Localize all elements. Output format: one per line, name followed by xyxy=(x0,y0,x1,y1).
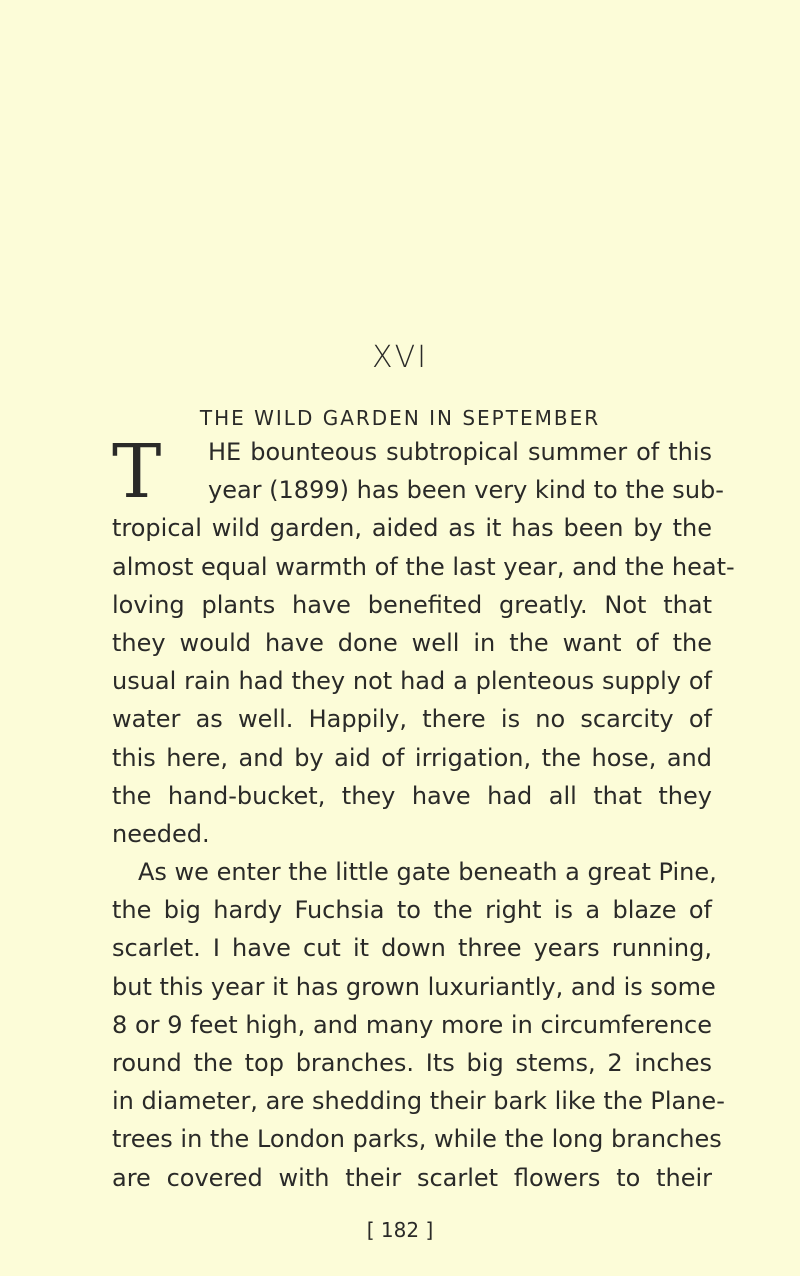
text-line: loving plants have benefited greatly. Not that xyxy=(112,590,712,619)
text-line: 8 or 9 feet high, and many more in circumference xyxy=(112,1010,712,1039)
text-line: in diameter, are shedding their bark like the Plane- xyxy=(112,1087,725,1116)
text-line: As we enter the little gate beneath a great Pine, xyxy=(138,858,717,887)
page-number: [ 182 ] xyxy=(366,1218,434,1242)
text-line: are covered with their scarlet flowers to their xyxy=(112,1163,712,1192)
text-line: year (1899) has been very kind to the sub- xyxy=(208,476,724,505)
text-line: round the top branches. Its big stems, 2 inches xyxy=(112,1049,712,1077)
text-line: this here, and by aid of irrigation, the hose, and xyxy=(112,743,712,772)
chapter-title: THE WILD GARDEN IN SEPTEMBER xyxy=(199,406,601,430)
text-line: almost equal warmth of the last year, and the heat- xyxy=(112,552,735,581)
text-line: scarlet. I have cut it down three years running, xyxy=(112,934,712,963)
text-line: usual rain had they not had a plenteous supply of xyxy=(112,667,712,696)
text-line: but this year it has grown luxuriantly, and is some xyxy=(112,972,716,1001)
text-line: the big hardy Fuchsia to the right is a blaze of xyxy=(112,896,712,925)
text-line: the hand-bucket, they have had all that they xyxy=(112,781,712,810)
text-line: tropical wild garden, aided as it has been by the xyxy=(112,514,712,543)
paragraph-1 xyxy=(112,429,735,853)
text-line: water as well. Happily, there is no scarcity of xyxy=(112,705,712,734)
paragraph-2 xyxy=(112,853,725,1197)
text-line: they would have done well in the want of the xyxy=(112,628,712,657)
drop-cap: T xyxy=(112,429,162,515)
body-text xyxy=(112,429,735,1197)
text-line: HE bounteous subtropical summer of this xyxy=(208,438,712,466)
text-line: trees in the London parks, while the long branches xyxy=(112,1125,722,1154)
text-line: needed. xyxy=(112,819,210,848)
chapter-number: XVI xyxy=(372,340,428,375)
